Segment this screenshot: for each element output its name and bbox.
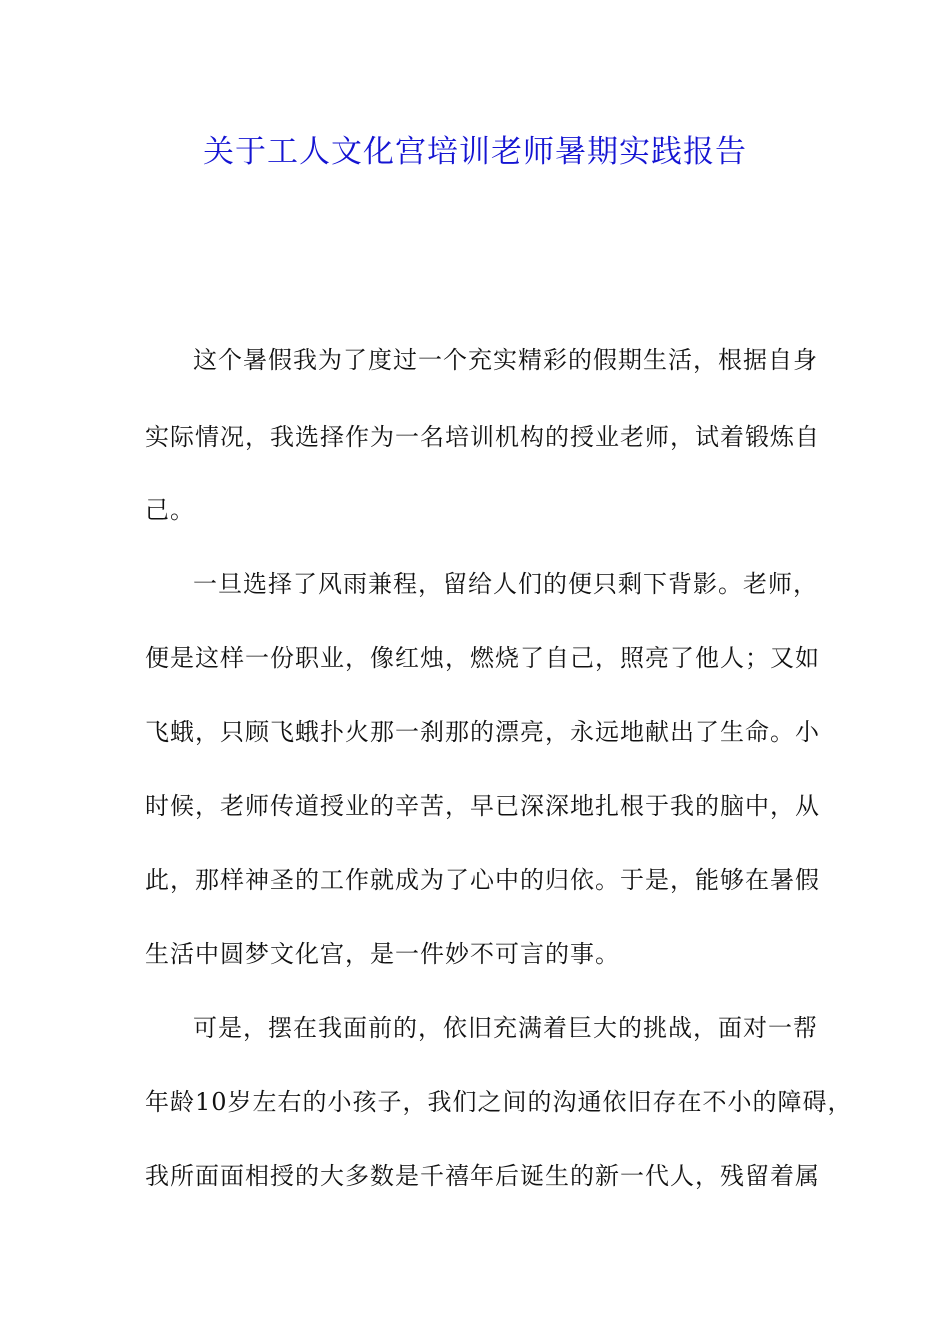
paragraph-3-line-2: 年龄10岁左右的小孩子，我们之间的沟通依旧存在不小的障碍， xyxy=(145,1088,853,1116)
paragraph-2-line-3: 飞蛾，只顾飞蛾扑火那一刹那的漂亮，永远地献出了生命。小 xyxy=(145,718,820,746)
paragraph-3-line-3: 我所面面相授的大多数是千禧年后诞生的新一代人，残留着属 xyxy=(145,1162,820,1190)
paragraph-2-line-6: 生活中圆梦文化宫，是一件妙不可言的事。 xyxy=(145,940,620,968)
paragraph-2-line-4: 时候，老师传道授业的辛苦，早已深深地扎根于我的脑中，从 xyxy=(145,792,820,820)
paragraph-2-line-1: 一旦选择了风雨兼程，留给人们的便只剩下背影。老师， xyxy=(193,570,818,598)
paragraph-2-line-2: 便是这样一份职业，像红烛，燃烧了自己，照亮了他人；又如 xyxy=(145,644,820,672)
paragraph-1-line-3: 己。 xyxy=(145,496,195,524)
paragraph-1-line-1: 这个暑假我为了度过一个充实精彩的假期生活，根据自身 xyxy=(193,346,818,374)
paragraph-2-line-5: 此，那样神圣的工作就成为了心中的归依。于是，能够在暑假 xyxy=(145,866,820,894)
document-title: 关于工人文化宫培训老师暑期实践报告 xyxy=(203,134,747,170)
paragraph-1-line-2: 实际情况，我选择作为一名培训机构的授业老师，试着锻炼自 xyxy=(145,423,820,451)
paragraph-3-line-1: 可是，摆在我面前的，依旧充满着巨大的挑战，面对一帮 xyxy=(193,1014,818,1042)
